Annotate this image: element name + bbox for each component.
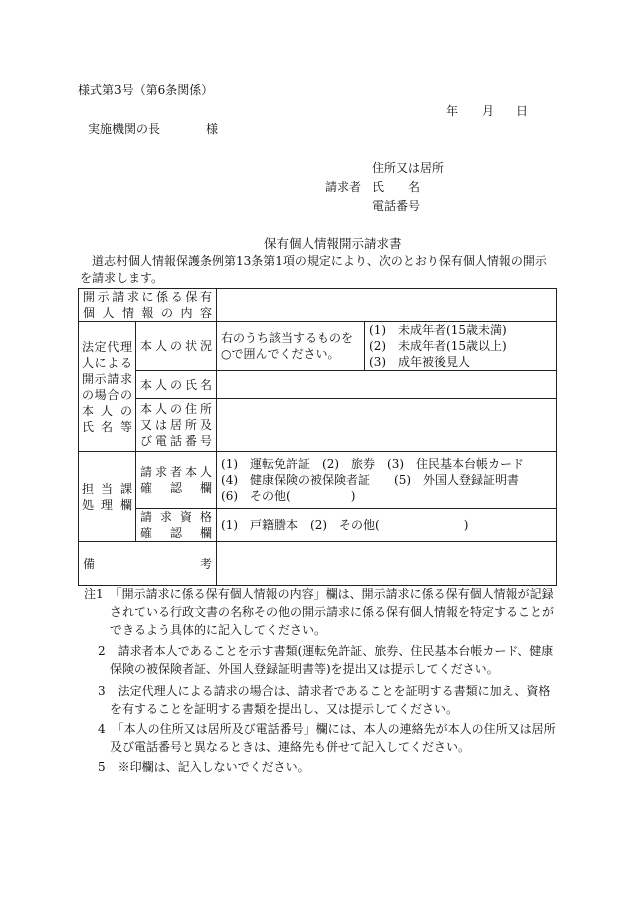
table-row [79, 322, 557, 371]
addressee-suffix: 様 [206, 122, 219, 136]
content-input-cell[interactable] [217, 289, 557, 322]
requester-label: 請求者 [325, 180, 362, 194]
office-label-line: 担 当 課 [82, 481, 132, 496]
qualification-label-line: 請 求 資 格 [140, 510, 213, 524]
remarks-input-cell[interactable] [217, 542, 557, 586]
note-text: 4 「本人の住所又は居所及び電話番号」欄には、本人の連絡先が本人の住所又は居所及び電話番号と異なるときは、連絡先も併せて記入してください。 [98, 722, 556, 754]
qualification-label-cell [136, 509, 217, 542]
principal-name-input-cell[interactable] [217, 371, 557, 399]
table-row [79, 399, 557, 452]
addressee-label: 実施機関の長 [88, 122, 161, 136]
identity-document-option[interactable]: (6) その他( ) [221, 489, 356, 503]
date-month-label: 月 [482, 104, 495, 118]
note-item [80, 720, 558, 756]
form-number: 様式第3号（第6条関係） [78, 83, 214, 97]
agent-label-line: 開示請求 [82, 371, 132, 386]
principal-name-label: 本人の氏名 [140, 377, 213, 392]
table-row [79, 371, 557, 399]
note-text: 5 ※印欄は、記入しないでください。 [98, 760, 310, 774]
table-row [79, 542, 557, 586]
date-year-label: 年 [446, 104, 459, 118]
identity-document-option[interactable]: (1) 運転免許証 (2) 旅券 (3) 住民基本台帳カード [221, 457, 525, 471]
status-instruction-cell [217, 322, 365, 371]
date-day-label: 日 [516, 104, 529, 118]
content-label-cell [79, 289, 217, 322]
requester-address-label: 住所又は居所 [372, 161, 445, 175]
agent-label-line: の場合の [82, 387, 132, 402]
agent-label-cell [79, 322, 136, 452]
principal-address-label-line: 本人の住所 [140, 402, 213, 416]
identity-confirm-options-cell[interactable] [217, 452, 557, 509]
remarks-label-cell [79, 542, 217, 586]
identity-confirm-label-line: 請求者本人 [140, 465, 213, 479]
content-label-line1: 開示請求に係る保有 [83, 290, 213, 304]
status-instruction: 右のうち該当するものを○で囲んでください。 [221, 331, 354, 361]
content-label-line2: 個人情報の内容 [83, 306, 213, 320]
agent-label-line: 法定代理 [82, 339, 132, 354]
agent-label-line: 本 人 の [82, 403, 132, 418]
remarks-label-char: 備 [83, 556, 96, 571]
requester-name-label: 氏 名 [372, 180, 421, 194]
table-row [79, 509, 557, 542]
status-option[interactable]: (3) 成年被後見人 [369, 355, 471, 369]
status-option[interactable]: (1) 未成年者(15歳未満) [369, 323, 507, 337]
note-text: 2 請求者本人であることを示す書類(運転免許証、旅券、住民基本台帳カード、健康保険の被保険者証、外国人登録証明書等)を提出又は提示してください。 [98, 644, 554, 676]
remarks-label-char: 考 [200, 556, 213, 571]
status-option[interactable]: (2) 未成年者(15歳以上) [369, 339, 507, 353]
intro-text: 道志村個人情報保護条例第13条第1項の規定により、次のとおり保有個人情報の開示を請求します。 [80, 254, 547, 285]
agent-label-line: 氏 名 等 [82, 419, 132, 434]
status-label-cell [136, 322, 217, 371]
note-item [80, 585, 558, 639]
status-label: 本人の状況 [140, 339, 213, 353]
office-label-cell [79, 452, 136, 542]
request-form-table [78, 288, 557, 586]
note-item [80, 682, 558, 718]
principal-address-input-cell[interactable] [217, 399, 557, 452]
qualification-label-line: 確 認 欄 [140, 526, 213, 540]
note-item [80, 642, 558, 678]
identity-document-option[interactable]: (4) 健康保険の被保険者証 (5) 外国人登録証明書 [221, 473, 520, 487]
qualification-option[interactable]: (1) 戸籍謄本 (2) その他( ) [221, 518, 469, 532]
principal-name-label-cell [136, 371, 217, 399]
qualification-options-cell[interactable] [217, 509, 557, 542]
note-text: 3 法定代理人による請求の場合は、請求者であることを証明する書類に加え、資格を有することを証明する書類を提出し、又は提示してください。 [98, 684, 551, 716]
document-title: 保有個人情報開示請求書 [264, 236, 402, 251]
principal-address-label-line: 又は居所及 [140, 418, 213, 432]
note-text: 注1 「開示請求に係る保有個人情報の内容」欄は、開示請求に係る保有個人情報が記録されている行政文書の名称その他の開示請求に係る保有個人情報を特定することができるよう具体的に記入してください。 [84, 587, 555, 637]
office-label-line: 処 理 欄 [82, 497, 132, 512]
agent-label-line: 人による [82, 355, 132, 370]
principal-address-label-cell [136, 399, 217, 452]
status-options-cell[interactable] [365, 322, 557, 371]
table-row [79, 289, 557, 322]
remarks-label [83, 556, 212, 572]
requester-phone-label: 電話番号 [372, 199, 421, 213]
identity-confirm-label-cell [136, 452, 217, 509]
table-row [79, 452, 557, 509]
identity-confirm-label-line: 確 認 欄 [140, 481, 213, 495]
note-item [80, 758, 558, 776]
principal-address-label-line: び電話番号 [140, 434, 213, 448]
